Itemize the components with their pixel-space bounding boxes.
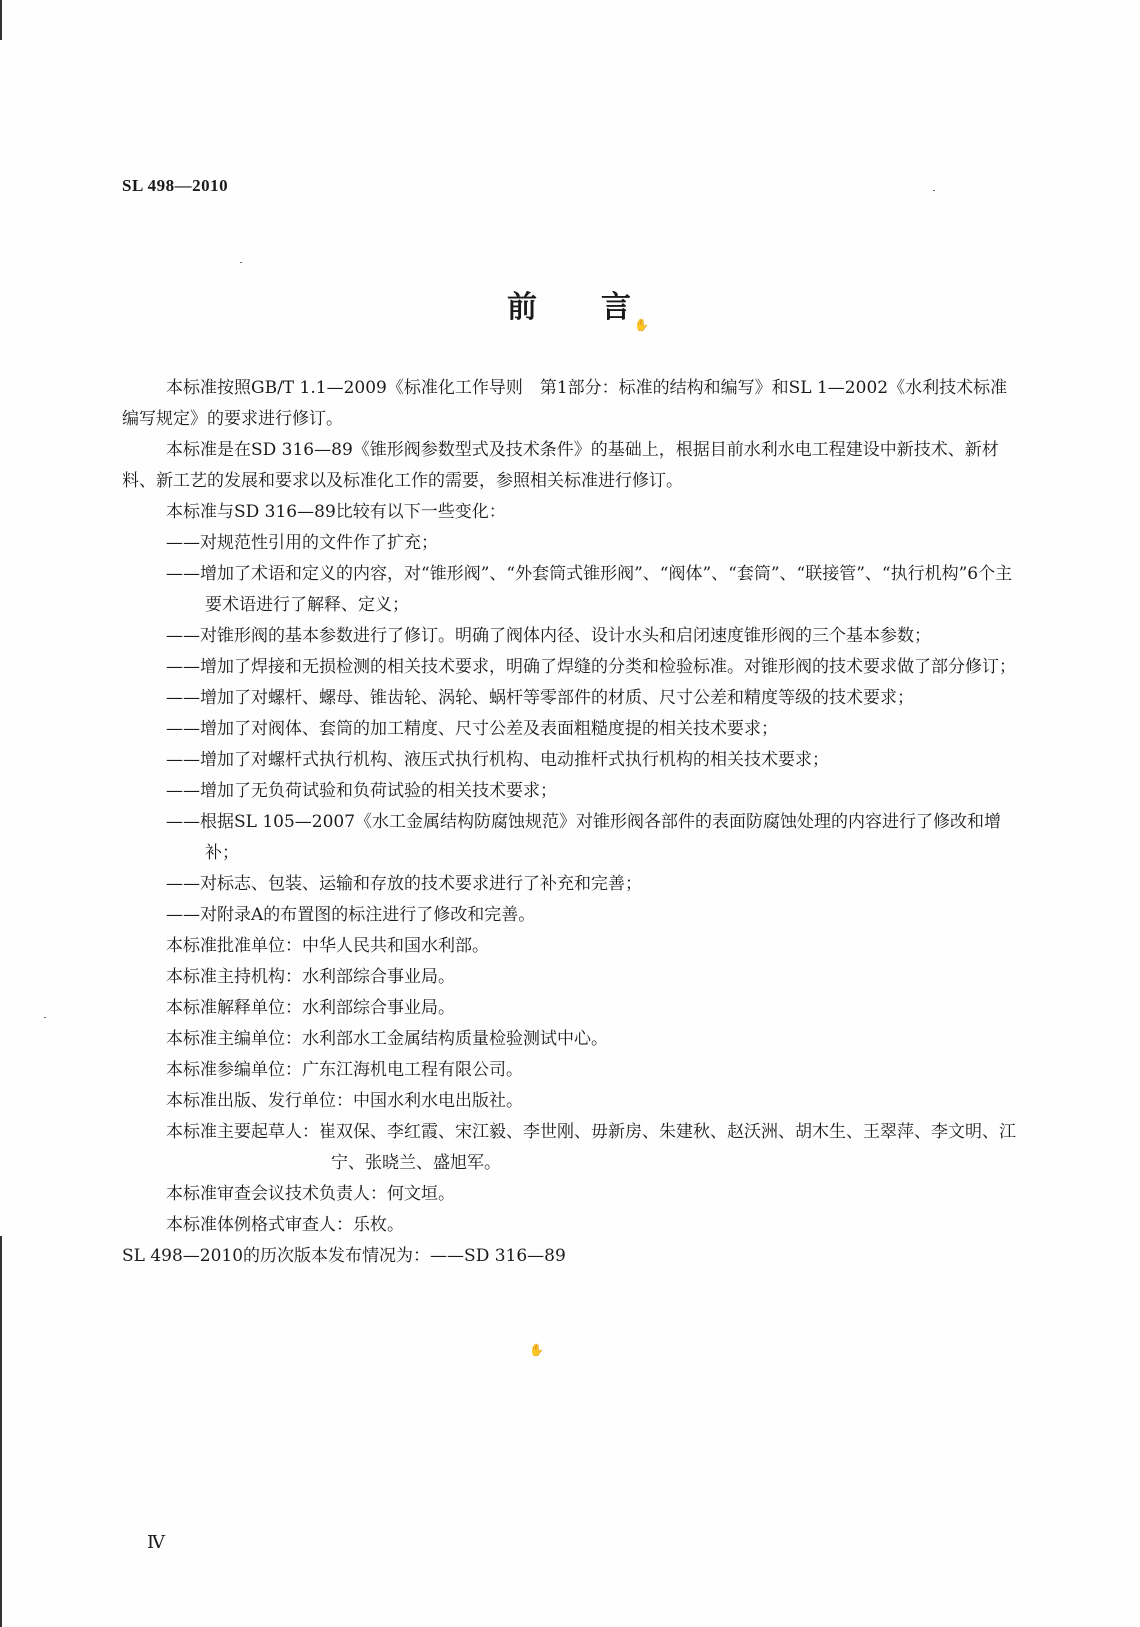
info-interpretation: 本标准解释单位：水利部综合事业局。: [166, 998, 455, 1018]
title-char-2: 言: [601, 290, 633, 325]
list-item: ——对锥形阀的基本参数进行了修订。明确了阀体内径、设计水头和启闭速度锥形阀的三个基本参数；: [166, 626, 931, 646]
list-item: ——增加了对阀体、套筒的加工精度、尺寸公差及表面粗糙度提的相关技术要求；: [166, 719, 778, 739]
scan-mark-icon: ✋: [634, 318, 649, 332]
foreword-body: [122, 373, 1018, 1272]
info-chief-editor: 本标准主编单位：水利部水工金属结构质量检验测试中心。: [166, 1029, 608, 1049]
list-item: ——根据SL 105—2007《水工金属结构防腐蚀规范》对锥形阀各部件的表面防腐蚀处理的内容进行了修改和增补；: [166, 812, 1002, 863]
list-item: ——对附录A的布置图的标注进行了修改和完善。: [166, 905, 536, 925]
list-item: ——增加了焊接和无损检测的相关技术要求，明确了焊缝的分类和检验标准。对锥形阀的技术要求做了部分修订；: [166, 657, 1016, 677]
list-item: ——对标志、包装、运输和存放的技术要求进行了补充和完善；: [166, 874, 642, 894]
title-char-1: 前: [507, 290, 539, 325]
scan-speck: [240, 262, 242, 263]
page-number: Ⅳ: [147, 1532, 165, 1552]
info-drafters: 本标准主要起草人：崔双保、李红霞、宋江毅、李世刚、毋新房、朱建秋、赵沃洲、胡木生、王翠萍、李文明、江宁、张晓兰、盛旭军。: [166, 1122, 1016, 1173]
scan-speck: [933, 190, 935, 191]
list-item: ——增加了对螺杆式执行机构、液压式执行机构、电动推杆式执行机构的相关技术要求；: [166, 750, 829, 770]
info-format-reviewer: 本标准体例格式审查人：乐枚。: [166, 1215, 404, 1235]
info-host: 本标准主持机构：水利部综合事业局。: [166, 967, 455, 987]
list-item: ——对规范性引用的文件作了扩充；: [166, 533, 438, 553]
scan-speck: [44, 1017, 46, 1018]
scan-edge-bottom: [0, 1236, 2, 1627]
changes-list: [122, 528, 1018, 931]
info-approval: 本标准批准单位：中华人民共和国水利部。: [166, 936, 489, 956]
document-number: SL 498—2010: [122, 176, 229, 195]
version-history: SL 498—2010的历次版本发布情况为：——SD 316—89: [122, 1246, 566, 1266]
paragraph-changes-intro: 本标准与SD 316—89比较有以下一些变化：: [166, 502, 506, 522]
list-item: ——增加了对螺杆、螺母、锥齿轮、涡轮、蜗杆等零部件的材质、尺寸公差和精度等级的技术要求；: [166, 688, 914, 708]
info-list: [122, 931, 1018, 1272]
list-item: ——增加了无负荷试验和负荷试验的相关技术要求；: [166, 781, 557, 801]
page-title: [0, 282, 1140, 326]
paragraph-basis: 本标准按照GB/T 1.1—2009《标准化工作导则 第1部分：标准的结构和编写》和SL 1—2002《水利技术标准编写规定》的要求进行修订。: [122, 378, 1008, 429]
list-item: ——增加了术语和定义的内容，对“锥形阀”、“外套筒式锥形阀”、“阀体”、“套筒”、“联接管”、“执行机构”6个主要术语进行了解释、定义；: [166, 564, 1013, 615]
info-participant: 本标准参编单位：广东江海机电工程有限公司。: [166, 1060, 523, 1080]
paragraph-origin: 本标准是在SD 316—89《锥形阀参数型式及技术条件》的基础上，根据目前水利水电工程建设中新技术、新材料、新工艺的发展和要求以及标准化工作的需要，参照相关标准进行修订。: [122, 440, 999, 491]
scan-edge-top: [0, 0, 2, 40]
info-review-lead: 本标准审查会议技术负责人：何文垣。: [166, 1184, 455, 1204]
info-publisher: 本标准出版、发行单位：中国水利水电出版社。: [166, 1091, 523, 1111]
scan-mark-icon: ✋: [529, 1343, 544, 1357]
